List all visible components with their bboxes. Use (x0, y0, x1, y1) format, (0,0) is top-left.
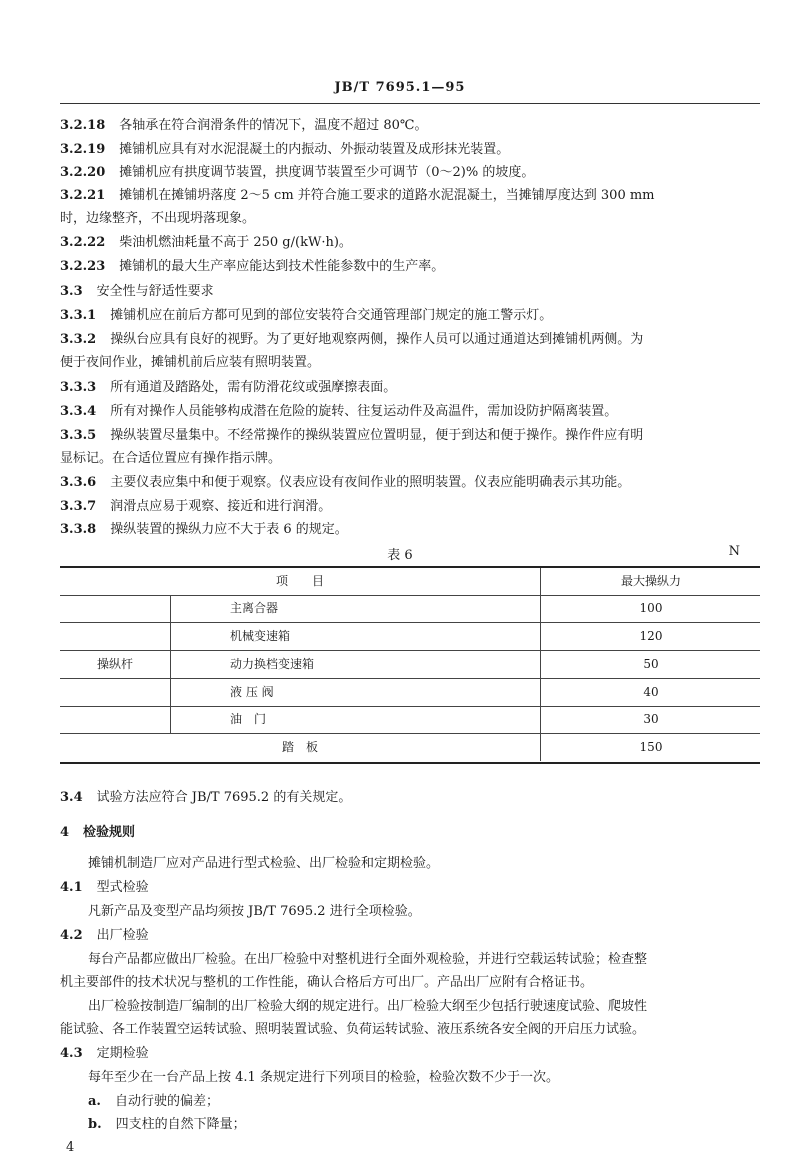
clause-text: 润滑点应易于观察、接近和进行润滑。 (110, 499, 332, 514)
clause-continuation: 时，边缘整齐，不出现坍落现象。 (60, 211, 256, 226)
clause-text: 摊铺机应在前后方都可见到的部位安装符合交通管理部门规定的施工警示灯。 (110, 308, 553, 323)
clause-number: 4.3 (60, 1046, 83, 1061)
table-row (60, 595, 760, 623)
clause-3-3-3 (60, 378, 760, 398)
clause-number: 3.3.3 (60, 380, 97, 395)
section-4-1-text: 凡新产品及变型产品均须按 JB/T 7695.2 进行全项检验。 (88, 904, 421, 919)
section-3-3 (60, 282, 760, 302)
row-value: 150 (540, 734, 761, 761)
clause-text: 所有通道及踏路处，需有防滑花纹或强摩擦表面。 (110, 380, 397, 395)
table-row (60, 651, 760, 679)
row-item: 机械变速箱 (230, 629, 291, 643)
clause-number: 3.3.1 (60, 308, 97, 323)
clause-continuation: 便于夜间作业，摊铺机前后应装有照明装置。 (60, 355, 321, 370)
operating-force-table (60, 566, 760, 764)
clause-text: 柴油机燃油耗量不高于 250 g/(kW·h)。 (119, 235, 352, 250)
section-4-3-text: 每年至少在一台产品上按 4.1 条规定进行下列项目的检验，检验次数不少于一次。 (88, 1070, 559, 1085)
clause-3-3-7 (60, 497, 760, 517)
list-text: 自动行驶的偏差； (114, 1094, 219, 1109)
section-4-2 (60, 926, 760, 946)
list-marker: a. (88, 1094, 101, 1109)
table-unit: N (728, 544, 740, 559)
section-title: 出厂检验 (96, 928, 149, 943)
table-row (60, 679, 760, 707)
clause-number: 4.1 (60, 880, 83, 895)
table-row (60, 706, 760, 734)
header-item: 项 目 (275, 574, 324, 588)
clause-number: 3.3.5 (60, 428, 97, 443)
clause-number: 3.2.18 (60, 118, 106, 133)
clause-number: 3.3.6 (60, 475, 97, 490)
clause-text: 各轴承在符合润滑条件的情况下，温度不超过 80℃。 (119, 118, 428, 133)
clause-text: 所有对操作人员能够构成潜在危险的旋转、往复运动件及高温件，需加设防护隔离装置。 (110, 404, 618, 419)
clause-text: 安全性与舒适性要求 (96, 284, 214, 299)
clause-number: 3.3.7 (60, 499, 97, 514)
clause-text: 摊铺机的最大生产率应能达到技术性能参数中的生产率。 (119, 259, 445, 274)
header-rule (60, 103, 760, 104)
section-4-2-para2-cont: 能试验、各工作装置空运转试验、照明装置试验、负荷运转试验、液压系统各安全阀的开启压力试验。 (60, 1022, 646, 1037)
clause-number: 3.3 (60, 284, 83, 299)
section-title: 型式检验 (96, 880, 149, 895)
table-row (60, 734, 760, 761)
clause-3-3-1 (60, 306, 760, 326)
clause-number: 3.2.23 (60, 259, 106, 274)
section-4 (60, 823, 760, 843)
group-label: 操纵杆 (96, 657, 133, 671)
section-title: 检验规则 (83, 825, 136, 840)
clause-number: 3.3.4 (60, 404, 97, 419)
section-4-3 (60, 1044, 760, 1064)
clause-number: 4 (60, 825, 70, 840)
clause-3-3-8 (60, 520, 760, 540)
section-4-1 (60, 878, 760, 898)
table-caption: 表 6 (387, 548, 413, 563)
row-value: 100 (540, 595, 761, 622)
row-item: 动力换档变速箱 (230, 657, 315, 671)
page-number: 4 (66, 1140, 75, 1155)
clause-number: 3.3.2 (60, 332, 97, 347)
clause-number: 3.4 (60, 790, 83, 805)
header-value: 最大操纵力 (540, 568, 761, 595)
clause-3-2-20 (60, 163, 760, 183)
clause-3-2-22 (60, 233, 760, 253)
page-header: JB/T 7695.1—95 (334, 80, 466, 95)
list-marker: b. (88, 1117, 102, 1132)
section-4-intro: 摊铺机制造厂应对产品进行型式检验、出厂检验和定期检验。 (88, 856, 440, 871)
clause-3-2-21 (60, 186, 760, 206)
list-item-b (88, 1115, 760, 1135)
row-item: 踏 板 (281, 740, 318, 754)
list-item-a (88, 1092, 760, 1112)
clause-3-2-19 (60, 140, 760, 160)
clause-text: 操纵装置的操纵力应不大于表 6 的规定。 (110, 522, 348, 537)
clause-3-3-6 (60, 473, 760, 493)
row-value: 50 (540, 651, 761, 678)
section-4-2-para1-cont: 机主要部件的技术状况与整机的工作性能，确认合格后方可出厂。产品出厂应附有合格证书。 (60, 975, 594, 990)
clause-3-3-5 (60, 426, 760, 446)
clause-text: 主要仪表应集中和便于观察。仪表应设有夜间作业的照明装置。仪表应能明确表示其功能。 (110, 475, 631, 490)
clause-text: 操纵装置尽量集中。不经常操作的操纵装置应位置明显，便于到达和便于操作。操作件应有明 (110, 428, 644, 443)
clause-number: 3.3.8 (60, 522, 97, 537)
row-value: 40 (540, 679, 761, 706)
clause-text: 操纵台应具有良好的视野。为了更好地观察两侧，操作人员可以通过通道达到摊铺机两侧。为 (110, 332, 644, 347)
clause-3-2-23 (60, 257, 760, 277)
clause-continuation: 显标记。在合适位置应有操作指示牌。 (60, 451, 282, 466)
row-item: 主离合器 (230, 601, 279, 615)
list-text: 四支柱的自然下降量； (115, 1117, 246, 1132)
table-header-row (60, 568, 760, 596)
clause-3-4 (60, 788, 760, 808)
clause-text: 摊铺机应有拱度调节装置，拱度调节装置至少可调节（0～2)% 的坡度。 (119, 165, 535, 180)
row-value: 30 (540, 706, 761, 733)
clause-number: 3.2.20 (60, 165, 106, 180)
clause-3-3-4 (60, 402, 760, 422)
clause-number: 3.2.21 (60, 188, 106, 203)
section-4-2-para1: 每台产品都应做出厂检验。在出厂检验中对整机进行全面外观检验，并进行空载运转试验；检查整 (88, 952, 648, 967)
clause-number: 4.2 (60, 928, 83, 943)
row-item: 液 压 阀 (230, 685, 274, 699)
clause-number: 3.2.19 (60, 142, 106, 157)
clause-text: 摊铺机在摊铺坍落度 2～5 cm 并符合施工要求的道路水泥混凝土，当摊铺厚度达到 300 mm (119, 188, 655, 203)
section-title: 定期检验 (96, 1046, 149, 1061)
clause-text: 试验方法应符合 JB/T 7695.2 的有关规定。 (96, 790, 352, 805)
table-row (60, 623, 760, 651)
section-4-2-para2: 出厂检验按制造厂编制的出厂检验大纲的规定进行。出厂检验大纲至少包括行驶速度试验、爬坡性 (88, 999, 648, 1014)
clause-number: 3.2.22 (60, 235, 106, 250)
clause-3-2-18 (60, 116, 760, 136)
clause-3-3-2 (60, 330, 760, 350)
row-value: 120 (540, 623, 761, 650)
row-item: 油 门 (230, 712, 267, 726)
clause-text: 摊铺机应具有对水泥混凝土的内振动、外振动装置及成形抹光装置。 (119, 142, 510, 157)
